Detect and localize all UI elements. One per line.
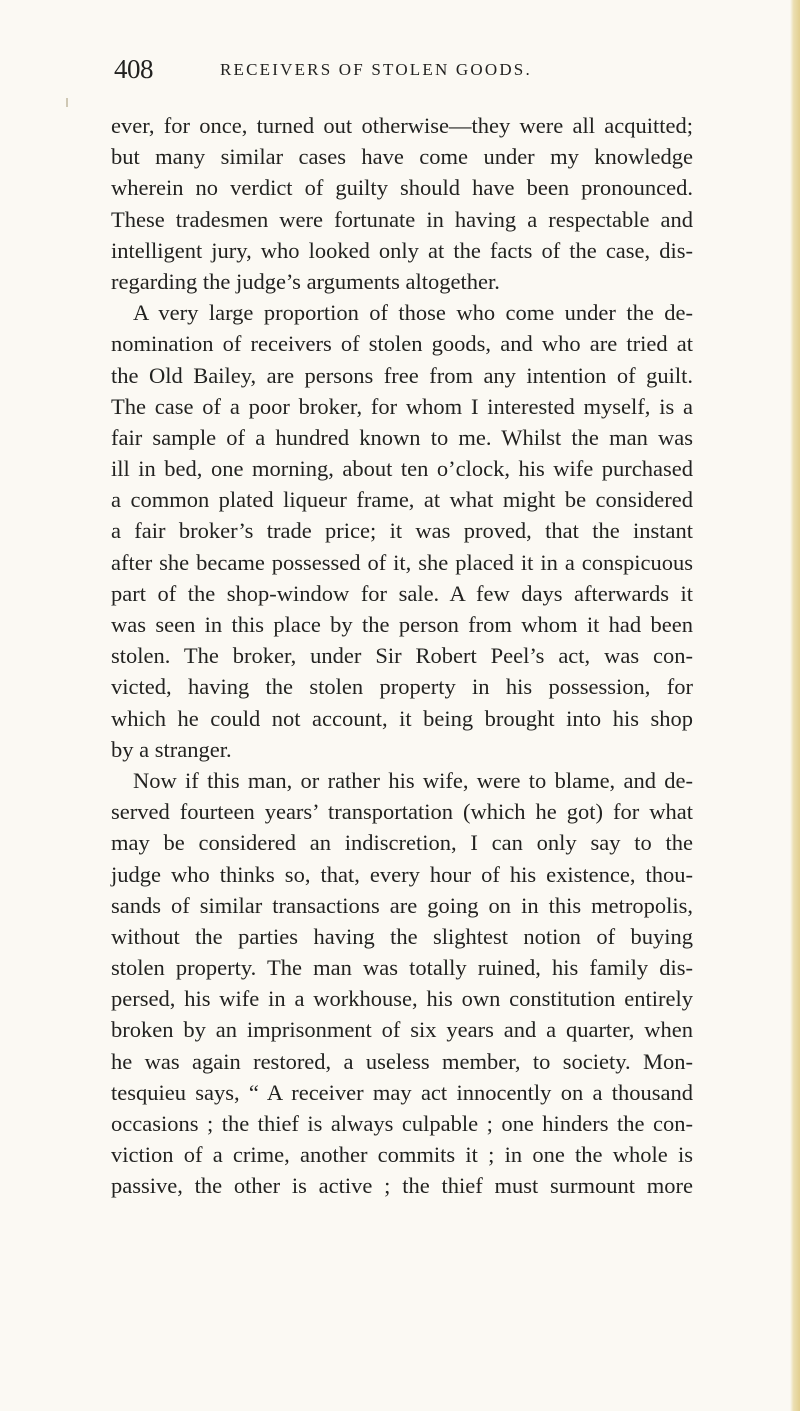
paragraph-start: A very large proportion of those who come under the de- — [133, 300, 693, 326]
text-line: persed, his wife in a workhouse, his own constitution entirely — [111, 986, 693, 1012]
text-line: nomination of receivers of stolen goods, and who are tried at — [111, 331, 693, 357]
text-line: wherein no verdict of guilty should have been pronounced. — [111, 175, 693, 201]
text-line: viction of a crime, another commits it ; in one the whole is — [111, 1142, 693, 1168]
running-head — [114, 54, 694, 84]
text-line: he was again restored, a useless member, to society. Mon- — [111, 1048, 693, 1074]
text-line: by a stranger. — [111, 736, 232, 762]
text-line: but many similar cases have come under my knowledge — [111, 144, 693, 170]
text-line: intelligent jury, who looked only at the facts of the case, dis- — [111, 237, 693, 263]
text-line: served fourteen years’ transportation (which he got) for what — [111, 799, 693, 825]
text-line: a common plated liqueur frame, at what might be considered — [111, 487, 693, 513]
paper-mark — [66, 98, 68, 107]
text-line: stolen. The broker, under Sir Robert Peel’s act, was con- — [111, 643, 693, 669]
text-line: ill in bed, one morning, about ten o’clock, his wife purchased — [111, 456, 693, 482]
text-line: These tradesmen were fortunate in having a respectable and — [111, 206, 693, 232]
text-line: tesquieu says, “ A receiver may act innocently on a thousand — [111, 1079, 693, 1105]
body-text — [111, 110, 693, 1202]
text-line: victed, having the stolen property in his possession, for — [111, 674, 693, 700]
text-line: The case of a poor broker, for whom I interested myself, is a — [111, 393, 693, 419]
text-line: part of the shop-window for sale. A few days afterwards it — [111, 580, 693, 606]
text-line: the Old Bailey, are persons free from any intention of guilt. — [111, 362, 693, 388]
text-line: after she became possessed of it, she placed it in a conspicuous — [111, 549, 693, 575]
text-line: stolen property. The man was totally ruined, his family dis- — [111, 955, 693, 981]
text-line: sands of similar transactions are going on in this metropolis, — [111, 892, 693, 918]
text-line: was seen in this place by the person from whom it had been — [111, 612, 693, 637]
text-line: regarding the judge’s arguments altogether. — [111, 268, 500, 294]
text-line: passive, the other is active ; the thief must surmount more — [111, 1173, 693, 1199]
text-line: may be considered an indiscretion, I can only say to the — [111, 830, 693, 856]
text-line: a fair broker’s trade price; it was proved, that the instant — [111, 518, 693, 544]
page-edge — [790, 0, 800, 1411]
text-line: without the parties having the slightest notion of buying — [111, 923, 693, 949]
text-line: judge who thinks so, that, every hour of his existence, thou- — [111, 861, 693, 887]
text-line: which he could not account, it being brought into his shop — [111, 705, 693, 731]
text-line: fair sample of a hundred known to me. Whilst the man was — [111, 424, 693, 450]
text-line: broken by an imprisonment of six years and a quarter, when — [111, 1017, 693, 1043]
text-line: occasions ; the thief is always culpable ; one hinders the con- — [111, 1111, 693, 1136]
paragraph-start: Now if this man, or rather his wife, were to blame, and de- — [133, 767, 693, 793]
running-title: RECEIVERS OF STOLEN GOODS. — [220, 60, 532, 79]
page-number: 408 — [114, 54, 153, 84]
text-line: ever, for once, turned out otherwise—they were all acquitted; — [111, 113, 693, 138]
